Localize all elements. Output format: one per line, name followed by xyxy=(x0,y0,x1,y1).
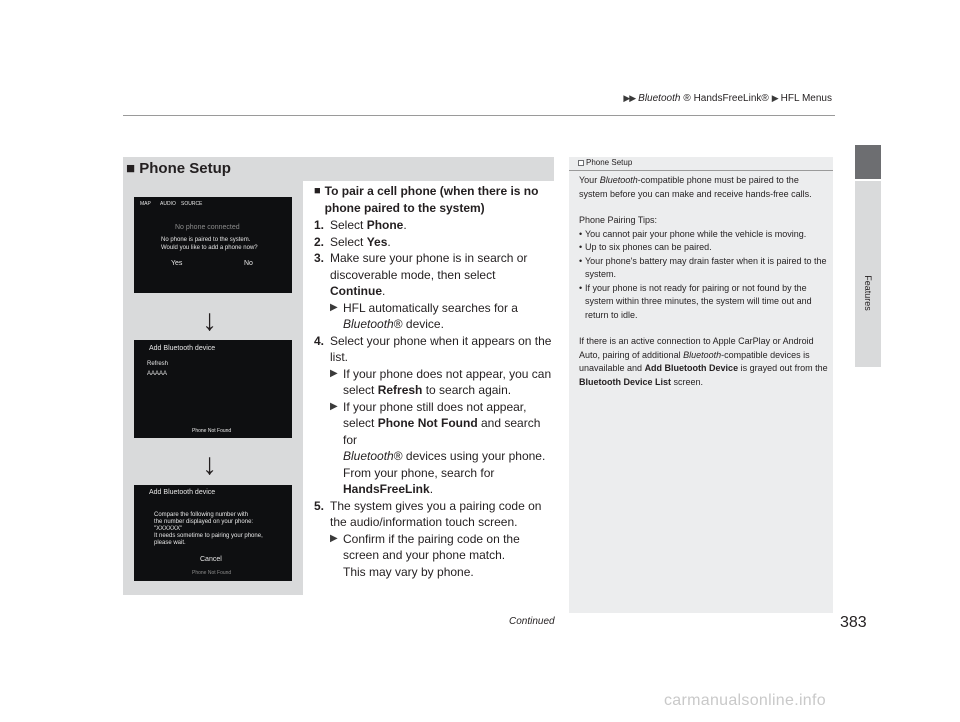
screen-list-item: Refresh xyxy=(147,361,169,367)
note-body xyxy=(579,174,829,389)
note-tip: • Your phone's battery may drain faster when it is paired to the system. xyxy=(579,255,827,279)
note-tip: • You cannot pair your phone while the vehicle is moving. xyxy=(579,228,807,239)
page-number: 383 xyxy=(840,614,867,631)
breadcrumb-arrow-icon: ▶ xyxy=(771,93,778,103)
screen-message: No phone is paired to the system. xyxy=(161,237,251,243)
note-caption: Phone Setup xyxy=(578,158,632,167)
chapter-tab-marker xyxy=(855,145,881,179)
screen-menu-map: MAP xyxy=(140,201,151,207)
screen-message: "XXXXXX" xyxy=(154,526,183,532)
screen-message: the number displayed on your phone: xyxy=(154,519,254,525)
step-4-note: ▶ If your phone still does not appear, select Phone Not Found and search for Bluetooth® devices using your phone. From your phone, search for HandsFreeLink. xyxy=(330,399,546,496)
breadcrumb-arrow-icon: ▶▶ xyxy=(623,93,636,103)
note-tip: • If your phone is not ready for pairing or not found by the system within three minutes, the system will time out and return to idle. xyxy=(579,282,812,320)
step-3: 3. Make sure your phone is in search or discoverable mode, then select Continue. xyxy=(314,251,528,298)
screen-cancel-button: Cancel xyxy=(200,556,222,563)
breadcrumb-item-handsfreelink: ® HandsFreeLink® xyxy=(683,93,769,104)
section-title: ■ Phone Setup xyxy=(126,160,231,177)
note-box xyxy=(569,157,833,613)
down-arrow-icon: ↓ xyxy=(202,448,217,481)
screen-add-device xyxy=(134,340,292,438)
header-divider xyxy=(123,115,835,116)
breadcrumb-item-hfl-menus: HFL Menus xyxy=(780,93,832,104)
screen-menu-audio: AUDIO xyxy=(160,201,176,207)
screen-list-item: AAAAA xyxy=(147,371,168,377)
continued-label: Continued xyxy=(509,616,555,627)
step-1: 1. Select Phone. xyxy=(314,218,407,232)
screen-pairing-code xyxy=(134,485,292,581)
note-tips-title: Phone Pairing Tips: xyxy=(579,215,658,225)
step-2: 2. Select Yes. xyxy=(314,234,391,249)
steps-heading: ■ To pair a cell phone (when there is no phone paired to the system) xyxy=(314,184,539,215)
screen-yes-button: Yes xyxy=(171,260,183,267)
screen-no-phone xyxy=(134,197,292,293)
screen-message: Would you like to add a phone now? xyxy=(161,245,258,251)
screen-message: It needs sometime to pairing your phone, xyxy=(154,533,263,539)
screen-title: No phone connected xyxy=(175,224,240,231)
pairing-steps xyxy=(314,183,554,580)
screenshot-panel xyxy=(123,181,303,595)
step-4: 4. Select your phone when it appears on the list. xyxy=(314,333,552,364)
step-3-result: ▶ HFL automatically searches for a Bluetooth® device. xyxy=(330,300,518,331)
screen-footer: Phone Not Found xyxy=(192,428,232,434)
screen-footer: Phone Not Found xyxy=(192,570,232,576)
note-paragraph: Your Bluetooth-compatible phone must be paired to the system before you can make and receive hands-free calls. xyxy=(579,175,812,199)
breadcrumb-item-bluetooth: Bluetooth xyxy=(638,93,681,104)
note-marker-icon xyxy=(578,160,584,166)
screen-message: please wait. xyxy=(154,540,186,546)
section-heading xyxy=(123,157,554,181)
note-paragraph: If there is an active connection to Apple CarPlay or Android Auto, pairing of additional Bluetooth-compatible devices is unavailable and Add Bluetooth Device is grayed out from the Bluetooth Device List screen. xyxy=(579,336,828,387)
step-5: 5. The system gives you a pairing code on the audio/information touch screen. xyxy=(314,498,542,529)
screen-title: Add Bluetooth device xyxy=(149,489,216,496)
chapter-tab-label: Features xyxy=(863,275,873,311)
step-5-note: ▶ Confirm if the pairing code on the screen and your phone match. This may vary by phone. xyxy=(330,531,520,579)
screen-no-button: No xyxy=(244,260,253,267)
breadcrumb xyxy=(623,93,832,104)
screen-message: Compare the following number with xyxy=(154,512,249,518)
screen-menu-source: SOURCE xyxy=(181,201,203,207)
down-arrow-icon: ↓ xyxy=(202,304,217,337)
note-divider xyxy=(569,170,833,171)
step-4-note: ▶ If your phone does not appear, you can select Refresh to search again. xyxy=(330,366,552,397)
watermark: carmanualsonline.info xyxy=(664,692,826,709)
note-tip: • Up to six phones can be paired. xyxy=(579,242,712,252)
screen-title: Add Bluetooth device xyxy=(149,345,216,352)
